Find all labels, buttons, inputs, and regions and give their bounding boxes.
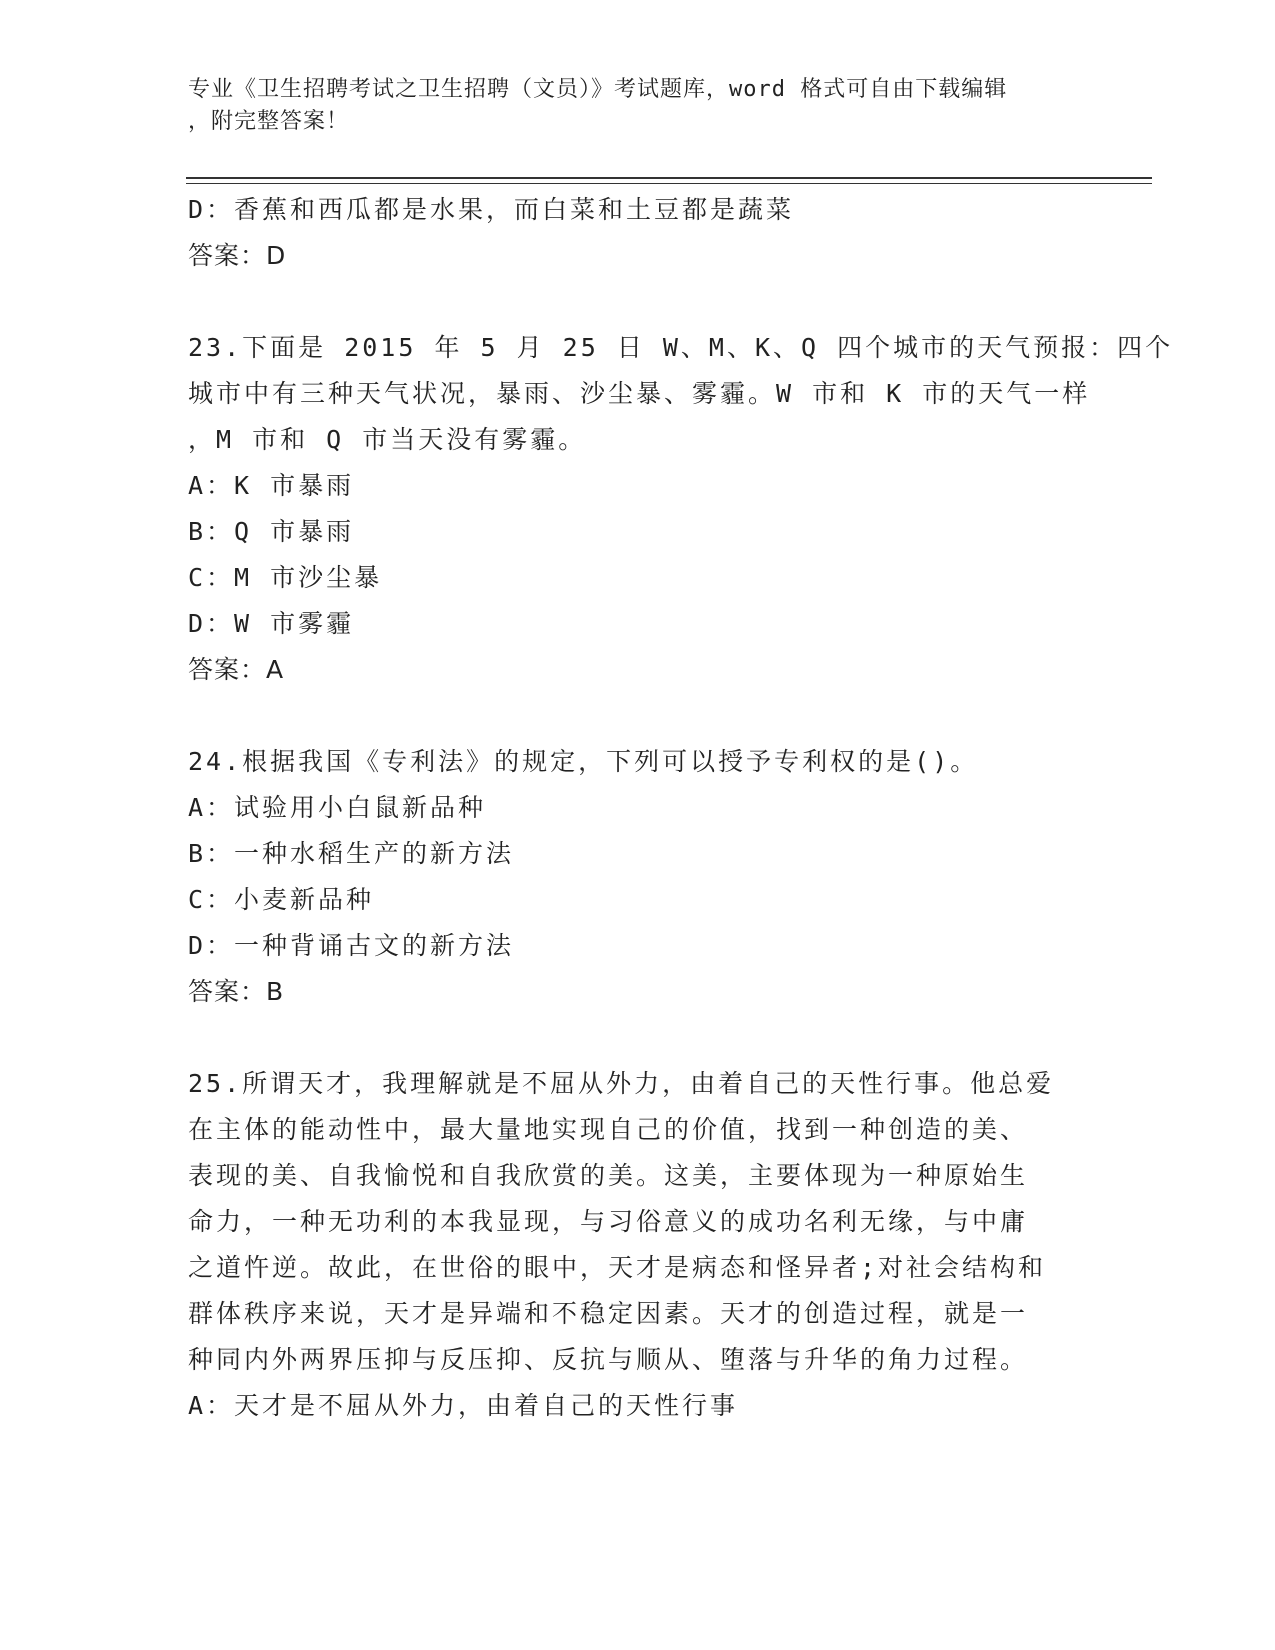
option-c: C：M 市沙尘暴 (188, 563, 383, 592)
header-line-1: 专业《卫生招聘考试之卫生招聘（文员）》考试题库，word 格式可自由下载编辑 (188, 77, 1008, 102)
question-stem-line: 种同内外两界压抑与反压抑、反抗与顺从、堕落与升华的角力过程。 (188, 1345, 1029, 1374)
question-stem-line: ，M 市和 Q 市当天没有雾霾。 (188, 425, 587, 454)
answer: 答案：D (188, 241, 287, 270)
option-a: A：试验用小白鼠新品种 (188, 793, 487, 822)
option-d: D：W 市雾霾 (188, 609, 355, 638)
option-d: D：香蕉和西瓜都是水果，而白菜和土豆都是蔬菜 (188, 195, 795, 224)
question-22 (188, 187, 1088, 279)
question-stem-line: 在主体的能动性中，最大量地实现自己的价值，找到一种创造的美、 (188, 1115, 1029, 1144)
answer: 答案：A (188, 655, 285, 684)
question-stem-line: 23.下面是 2015 年 5 月 25 日 W、M、K、Q 四个城市的天气预报：四个 (188, 333, 1174, 362)
option-b: B：一种水稻生产的新方法 (188, 839, 515, 868)
option-c: C：小麦新品种 (188, 885, 375, 914)
question-25 (188, 1061, 1088, 1429)
question-24 (188, 739, 1088, 1015)
spacer (188, 693, 1088, 739)
answer: 答案：B (188, 977, 285, 1006)
question-stem-line: 城市中有三种天气状况，暴雨、沙尘暴、雾霾。W 市和 K 市的天气一样 (188, 379, 1091, 408)
header-divider-thick (186, 177, 1152, 179)
question-stem-line: 群体秩序来说，天才是异端和不稳定因素。天才的创造过程，就是一 (188, 1299, 1029, 1328)
question-stem-line: 之道忤逆。故此，在世俗的眼中，天才是病态和怪异者;对社会结构和 (188, 1253, 1047, 1282)
option-a: A：天才是不屈从外力，由着自己的天性行事 (188, 1391, 739, 1420)
header-line-2: ，附完整答案！ (188, 109, 350, 134)
question-stem-line: 25.所谓天才，我理解就是不屈从外力，由着自己的天性行事。他总爱 (188, 1069, 1055, 1098)
question-stem-line: 表现的美、自我愉悦和自我欣赏的美。这美，主要体现为一种原始生 (188, 1161, 1029, 1190)
spacer (188, 279, 1088, 325)
question-23 (188, 325, 1174, 693)
question-stem-line: 24.根据我国《专利法》的规定，下列可以授予专利权的是()。 (188, 747, 979, 776)
option-b: B：Q 市暴雨 (188, 517, 355, 546)
spacer (188, 1015, 1088, 1061)
option-a: A：K 市暴雨 (188, 471, 355, 500)
question-stem-line: 命力，一种无功利的本我显现，与习俗意义的成功名利无缘，与中庸 (188, 1207, 1029, 1236)
option-d: D：一种背诵古文的新方法 (188, 931, 515, 960)
header-divider-thin (186, 183, 1152, 184)
question-content (188, 187, 1174, 1429)
document-header (188, 74, 1078, 138)
